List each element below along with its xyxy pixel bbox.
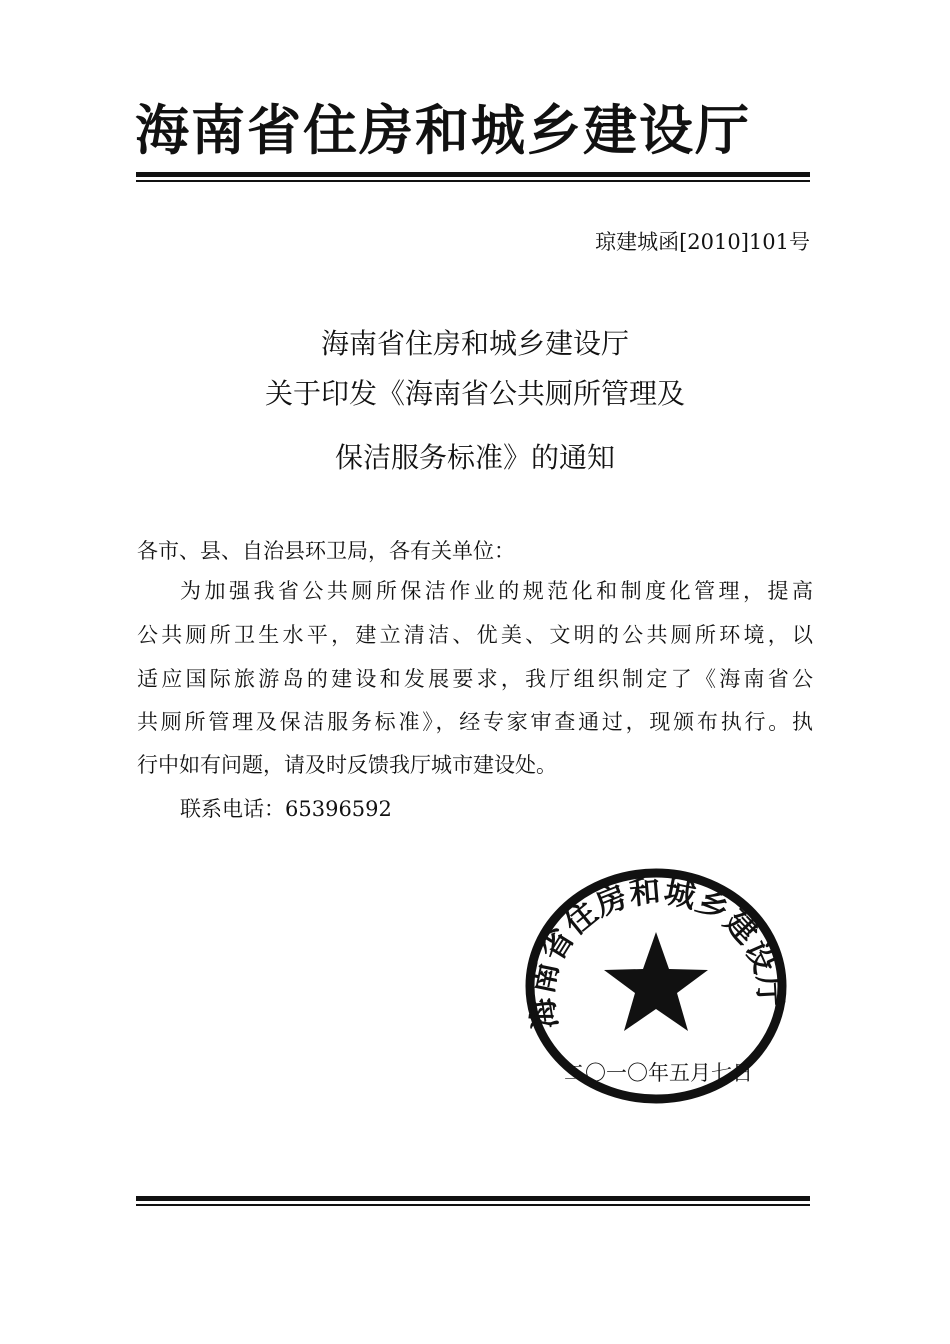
agency-letterhead: 海南省住房和城乡建设厅 [135,98,751,162]
body-paragraph-line: 共厕所管理及保洁服务标准》，经专家审查通过，现颁布执行。执 [137,710,813,734]
body-paragraph-line: 行中如有问题，请及时反馈我厅城市建设处。 [137,753,557,777]
title-line-3: 保洁服务标准》的通知 [334,441,615,474]
header-divider [136,172,810,182]
seal-text: 海南省住房和城乡建设厅 [523,873,788,1032]
contact-phone: 联系电话：65396592 [180,797,392,821]
issue-date: 二〇一〇年五月七日 [564,1061,753,1085]
salutation: 各市、县、自治县环卫局，各有关单位： [137,539,515,563]
title-line-1: 海南省住房和城乡建设厅 [320,327,629,360]
star-icon [604,932,708,1031]
document-number: 琼建城函[2010]101号 [595,230,810,254]
body-paragraph-line: 为加强我省公共厕所保洁作业的规范化和制度化管理，提高 [180,579,813,603]
footer-divider [136,1196,810,1206]
body-paragraph-line: 公共厕所卫生水平，建立清洁、优美、文明的公共厕所环境，以 [137,623,813,647]
body-paragraph-line: 适应国际旅游岛的建设和发展要求，我厅组织制定了《海南省公 [137,667,813,691]
title-line-2: 关于印发《海南省公共厕所管理及 [264,377,685,410]
